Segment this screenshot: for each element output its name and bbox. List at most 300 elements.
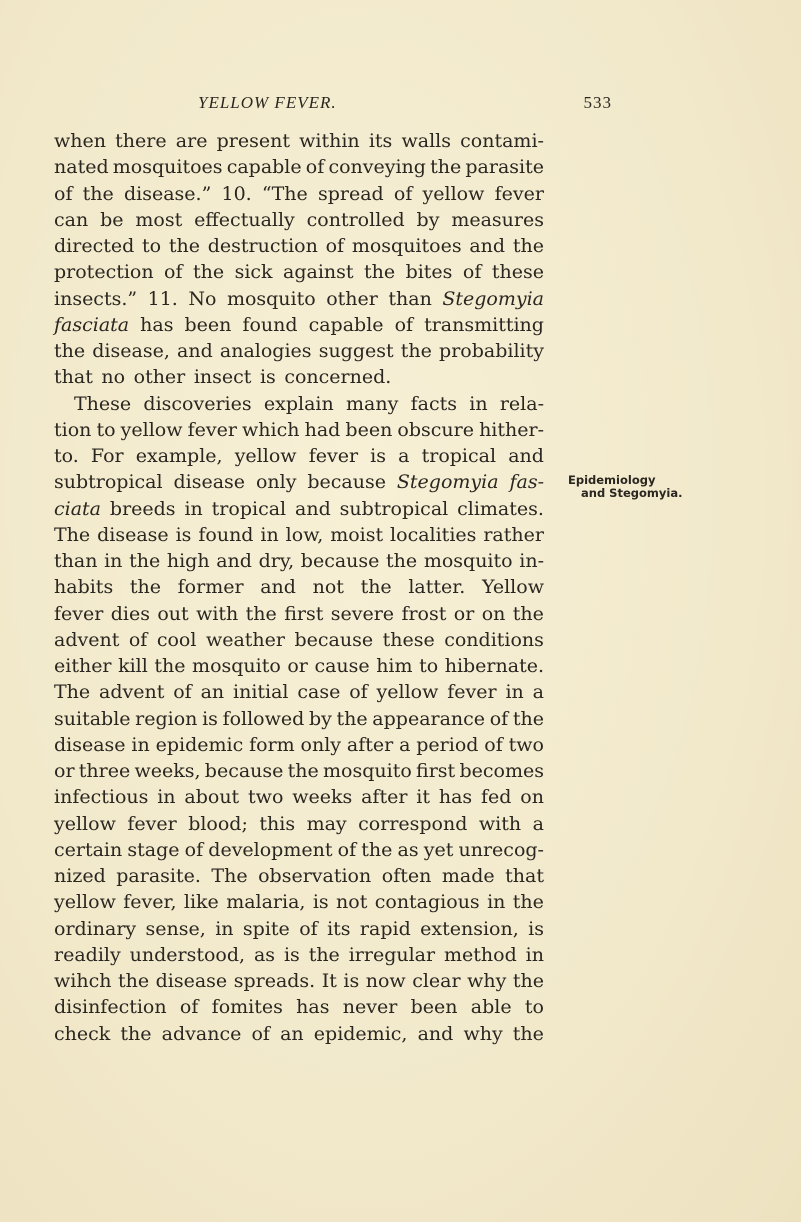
word: development — [208, 838, 333, 861]
word: the — [129, 550, 161, 572]
word: the — [360, 576, 392, 599]
word: wihch — [54, 970, 112, 992]
word: example, — [135, 445, 223, 467]
word: facts — [410, 392, 457, 415]
word: the — [336, 707, 368, 730]
word: conditions — [444, 628, 544, 651]
word: is — [528, 917, 544, 940]
word: ciata — [54, 497, 102, 520]
word: subtropical — [54, 471, 163, 494]
word: in — [487, 891, 506, 914]
text-line — [54, 653, 544, 679]
word: with — [196, 602, 239, 625]
word: kill — [118, 655, 148, 677]
word: hither- — [479, 418, 544, 441]
word: localities — [390, 523, 477, 546]
page-header — [198, 93, 612, 119]
word: which — [242, 418, 300, 441]
word: been — [410, 996, 458, 1019]
word: by — [416, 208, 440, 231]
text-line — [54, 758, 544, 784]
text-line — [54, 154, 544, 180]
word: in- — [519, 550, 544, 572]
text-line — [54, 942, 544, 968]
word: able — [470, 996, 512, 1019]
text-line — [54, 811, 544, 837]
word: the — [430, 156, 462, 179]
word: walls — [401, 130, 451, 152]
text-line — [54, 916, 544, 942]
word: and — [469, 235, 506, 257]
text-line — [54, 391, 544, 417]
word: of — [325, 235, 345, 257]
word: that — [505, 865, 544, 887]
word: mosquito — [226, 287, 316, 310]
word: mosquitoes — [351, 235, 462, 257]
word: weather — [205, 628, 285, 651]
word: concerned. — [284, 366, 392, 389]
word: No — [188, 287, 217, 310]
word: measures — [451, 208, 544, 231]
word: irregular — [348, 943, 436, 966]
word: nated — [54, 156, 109, 179]
word: form — [249, 733, 295, 756]
text-line — [54, 312, 544, 338]
word: the — [192, 261, 225, 284]
margin-note — [568, 474, 798, 500]
word: Stegomyia — [396, 471, 499, 494]
word: of — [179, 996, 199, 1019]
word: nized — [54, 865, 106, 887]
word: other — [133, 366, 186, 389]
word: the — [363, 261, 396, 284]
word: against — [283, 261, 354, 284]
word: fever — [447, 681, 497, 704]
word: the — [287, 760, 319, 782]
word: to. — [54, 445, 79, 467]
word: the — [512, 891, 544, 914]
word: to — [419, 655, 439, 677]
word: of — [349, 681, 368, 704]
word: the — [54, 340, 86, 362]
word: moist — [330, 523, 384, 546]
word: of — [299, 917, 318, 940]
word: rela- — [499, 392, 544, 415]
text-line — [54, 968, 544, 994]
word: of — [54, 182, 73, 205]
word: because — [294, 628, 374, 651]
word: as — [397, 838, 419, 861]
word: controlled — [306, 208, 405, 231]
word: why — [463, 1022, 503, 1045]
word: the — [512, 1022, 544, 1045]
word: of — [394, 313, 414, 336]
word: has — [140, 313, 174, 336]
word: fever — [54, 602, 104, 625]
word: fed — [481, 786, 512, 809]
word: these — [491, 261, 544, 284]
word: is — [259, 366, 276, 389]
text-line — [54, 181, 544, 207]
word: of — [184, 838, 204, 861]
word: followed — [222, 707, 305, 730]
word: latter. — [408, 576, 466, 599]
word: most — [135, 208, 183, 231]
word: or — [54, 760, 75, 782]
word: often — [381, 865, 432, 887]
text-line — [54, 784, 544, 810]
text-line — [54, 417, 544, 443]
word: has — [296, 996, 330, 1019]
word: spreads. — [233, 970, 316, 992]
word: the — [245, 602, 277, 625]
word: contagious — [374, 891, 480, 914]
word: disease.” — [123, 182, 212, 205]
word: when — [54, 130, 106, 152]
word: be — [100, 208, 124, 231]
word: a — [532, 681, 544, 704]
text-line — [54, 233, 544, 259]
word: fomites — [211, 996, 283, 1019]
word: bites — [405, 261, 453, 284]
word: fever — [308, 445, 359, 467]
word: of — [393, 182, 413, 205]
word: is — [370, 445, 386, 467]
word: as — [253, 943, 276, 966]
word: and — [295, 497, 331, 520]
word: present — [216, 130, 290, 152]
text-line — [54, 469, 544, 495]
word: about — [184, 786, 240, 809]
word: fever — [187, 418, 237, 441]
word: is — [283, 943, 300, 966]
word: parasite — [465, 156, 544, 179]
text-line — [54, 627, 544, 653]
word: yellow — [54, 891, 116, 914]
word: in — [184, 497, 203, 520]
word: fever, — [123, 891, 177, 914]
word: cause — [314, 655, 370, 677]
word: period — [416, 733, 479, 756]
word: subtropical — [339, 497, 449, 520]
word: insect — [193, 366, 252, 389]
word: with — [478, 812, 522, 835]
word: region — [135, 707, 198, 730]
word: because — [300, 550, 380, 572]
text-line — [54, 259, 544, 285]
word: yet — [423, 838, 454, 861]
word: because — [307, 471, 386, 494]
text-line — [54, 679, 544, 705]
word: These — [74, 392, 132, 415]
text-line — [54, 706, 544, 732]
word: The — [54, 523, 91, 546]
word: parasite. — [116, 865, 201, 887]
word: advent — [99, 681, 165, 704]
word: obscure — [397, 418, 474, 441]
text-line — [54, 338, 544, 364]
word: epidemic — [155, 733, 244, 756]
word: For — [90, 445, 124, 467]
word: only — [255, 471, 297, 494]
word: and — [216, 550, 252, 572]
word: Yellow — [481, 576, 544, 599]
word: effectually — [194, 208, 295, 231]
word: after — [346, 733, 394, 756]
word: in — [505, 681, 524, 704]
text-line — [54, 601, 544, 627]
word: spite — [242, 917, 290, 940]
word: dry, — [258, 550, 295, 572]
word: sense, — [145, 917, 206, 940]
text-line — [54, 496, 544, 522]
word: explain — [263, 392, 334, 415]
word: found — [198, 523, 254, 546]
word: in — [131, 733, 150, 756]
word: is — [175, 523, 192, 546]
word: spread — [317, 182, 384, 205]
word: this — [259, 812, 296, 835]
word: a — [532, 812, 544, 835]
word: advent — [54, 628, 120, 651]
word: first — [416, 760, 456, 782]
word: frost — [401, 602, 447, 625]
word: out — [157, 602, 189, 625]
word: the — [129, 576, 161, 599]
word: or — [287, 655, 308, 677]
word: been — [184, 313, 232, 336]
word: and — [508, 445, 544, 467]
word: the — [361, 838, 393, 861]
word: only — [300, 733, 342, 756]
word: cool — [156, 628, 197, 651]
word: now — [365, 970, 406, 992]
word: capable — [308, 313, 384, 336]
word: to — [142, 235, 162, 257]
word: in — [469, 392, 488, 415]
word: because — [204, 760, 284, 782]
word: him — [376, 655, 413, 677]
word: discoveries — [143, 392, 252, 415]
word: the — [512, 235, 544, 257]
page-number: 533 — [583, 93, 612, 112]
word: there — [115, 130, 167, 152]
word: initial — [233, 681, 289, 704]
word: tropical — [421, 445, 497, 467]
word: than — [54, 550, 98, 572]
word: is — [343, 970, 360, 992]
word: the — [512, 970, 544, 992]
text-line — [54, 732, 544, 758]
word: yellow — [54, 812, 116, 835]
word: can — [54, 208, 89, 231]
word: rather — [483, 523, 544, 546]
word: suitable — [54, 707, 131, 730]
word: epidemic, — [313, 1022, 408, 1045]
word: observation — [258, 865, 372, 887]
word: on — [520, 786, 544, 809]
word: mosquito — [323, 760, 412, 782]
word: yellow — [234, 445, 297, 467]
word: its — [368, 130, 393, 152]
word: protection — [54, 261, 154, 284]
word: understood, — [129, 943, 246, 966]
word: clear — [412, 970, 461, 992]
word: sick — [234, 261, 273, 284]
word: of — [128, 628, 148, 651]
word: yellow — [422, 182, 485, 205]
word: probability — [439, 340, 544, 362]
word: analogies — [219, 340, 312, 362]
word: the — [154, 655, 186, 677]
word: may — [306, 812, 347, 835]
word: “The — [261, 182, 308, 205]
word: the — [82, 182, 114, 205]
word: been — [345, 418, 393, 441]
word: in — [215, 917, 234, 940]
word: it — [416, 786, 430, 809]
word: certain — [54, 838, 123, 861]
word: mosquito — [192, 655, 281, 677]
word: infectious — [54, 786, 149, 809]
word: fever — [127, 812, 177, 835]
word: the — [512, 707, 544, 730]
word: breeds — [109, 497, 176, 520]
word: the — [308, 943, 340, 966]
word: case — [297, 681, 341, 704]
word: The — [211, 865, 248, 887]
word: of — [305, 156, 325, 179]
word: of — [337, 838, 357, 861]
word: two — [248, 786, 284, 809]
text-line — [54, 1021, 544, 1047]
text-line — [54, 443, 544, 469]
text-line — [54, 364, 544, 390]
word: climates. — [457, 497, 544, 520]
word: readily — [54, 943, 121, 966]
word: low, — [285, 523, 324, 546]
word: dies — [110, 602, 150, 625]
word: either — [54, 655, 112, 677]
word: blood; — [188, 812, 248, 835]
text-line — [54, 837, 544, 863]
word: disease — [155, 970, 228, 992]
word: an — [280, 1022, 304, 1045]
word: method — [444, 943, 517, 966]
body-text — [54, 128, 544, 1047]
word: fever — [494, 182, 544, 205]
margin-note-line: and Stegomyia. — [581, 486, 683, 500]
word: fasciata — [54, 313, 130, 336]
text-line — [54, 863, 544, 889]
word: ordinary — [54, 917, 137, 940]
word: two — [508, 733, 544, 756]
text-line — [54, 286, 544, 312]
word: in — [157, 786, 176, 809]
word: 10. — [221, 182, 252, 205]
word: the — [117, 970, 150, 992]
word: check — [54, 1022, 111, 1045]
word: appearance — [372, 707, 486, 730]
word: the — [512, 602, 544, 625]
word: tion — [54, 418, 92, 441]
word: the — [168, 235, 200, 257]
word: are — [175, 130, 208, 152]
word: rapid — [359, 917, 411, 940]
word: of — [164, 261, 183, 284]
word: stage — [127, 838, 180, 861]
word: a — [398, 445, 410, 467]
word: found — [242, 313, 298, 336]
word: its — [327, 917, 351, 940]
word: suggest — [318, 340, 394, 362]
word: of — [251, 1022, 270, 1045]
word: than — [388, 287, 432, 310]
word: that — [54, 366, 93, 389]
word: in — [104, 550, 123, 572]
word: many — [346, 392, 399, 415]
word: and — [177, 340, 213, 362]
word: hibernate. — [444, 655, 544, 677]
word: disease — [97, 523, 169, 546]
word: correspond — [358, 812, 468, 835]
word: to — [524, 996, 544, 1019]
word: the — [386, 550, 418, 572]
text-line — [54, 522, 544, 548]
word: The — [54, 681, 91, 704]
word: like — [183, 891, 219, 914]
word: the — [400, 340, 432, 362]
text-line — [54, 889, 544, 915]
word: destruction — [207, 235, 318, 257]
word: capable — [226, 156, 302, 179]
text-line — [54, 548, 544, 574]
word: It — [321, 970, 337, 992]
word: transmitting — [424, 313, 544, 336]
word: fas- — [509, 471, 544, 494]
word: other — [326, 287, 378, 310]
word: directed — [54, 235, 135, 257]
word: first — [284, 602, 324, 625]
running-head: YELLOW FEVER. — [198, 93, 337, 112]
word: Stegomyia — [442, 287, 544, 310]
word: of — [484, 733, 503, 756]
word: conveying — [328, 156, 426, 179]
word: not — [336, 891, 368, 914]
word: malaria, — [226, 891, 306, 914]
word: contami- — [460, 130, 544, 152]
word: unrecog- — [458, 838, 544, 861]
word: not — [312, 576, 344, 599]
word: habits — [54, 576, 114, 599]
word: weeks — [292, 786, 353, 809]
word: and — [417, 1022, 454, 1045]
word: made — [441, 865, 495, 887]
word: advance — [161, 1022, 242, 1045]
word: within — [299, 130, 360, 152]
text-line — [54, 574, 544, 600]
word: is — [202, 707, 218, 730]
word: the — [120, 1022, 152, 1045]
word: has — [438, 786, 473, 809]
word: is — [312, 891, 329, 914]
word: a — [399, 733, 411, 756]
word: extension, — [420, 917, 519, 940]
word: mosquitoes — [112, 156, 223, 179]
word: never — [342, 996, 398, 1019]
word: insects.” — [54, 287, 138, 310]
word: and — [260, 576, 296, 599]
